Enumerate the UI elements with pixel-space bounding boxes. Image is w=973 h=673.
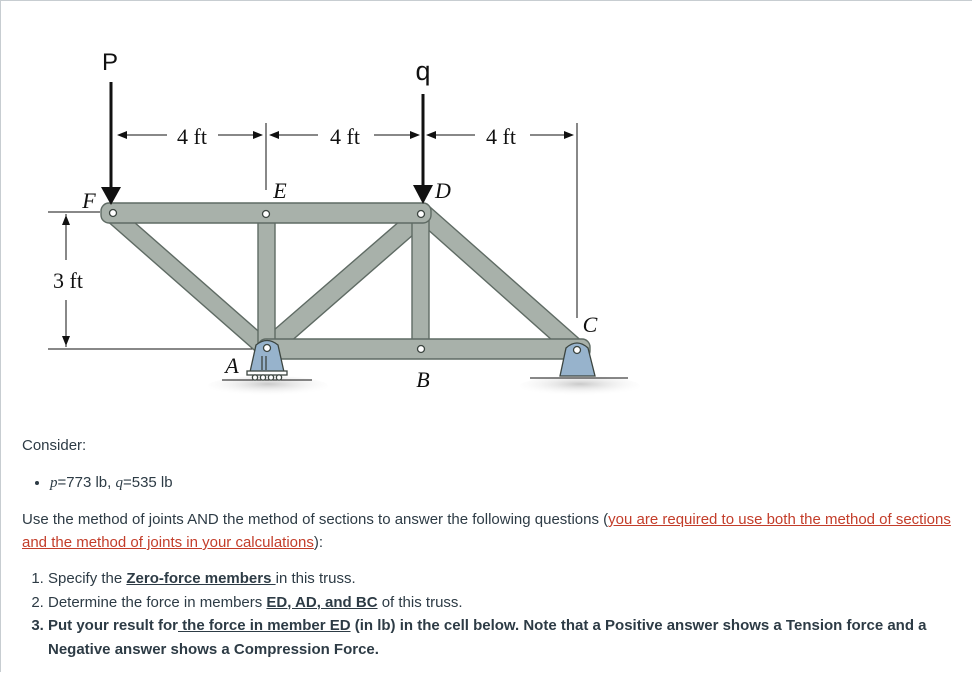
question-2 (48, 591, 968, 615)
joint-label-c: C (582, 312, 598, 337)
load-q-arrowhead (413, 185, 433, 204)
joint-label-b: B (416, 367, 430, 392)
q2-members: ED, AD, and BC (266, 593, 378, 611)
truss-members (101, 203, 590, 359)
pin-d (418, 211, 425, 218)
ground-a (208, 376, 328, 396)
given-values-item (50, 471, 173, 495)
q-value: =535 lb (122, 474, 173, 491)
member-ad (259, 207, 429, 357)
dim-label-3: 4 ft (486, 124, 516, 149)
joint-label-d: D (435, 178, 451, 203)
ground-c (520, 376, 640, 396)
question-1 (48, 567, 968, 591)
question-list (22, 567, 968, 661)
member-ea (258, 213, 275, 346)
member-fa (105, 207, 273, 356)
q1-zero-force: Zero-force members (126, 570, 276, 587)
q-variable: q (115, 475, 123, 491)
pin-f (110, 210, 117, 217)
member-db (412, 213, 429, 346)
member-dc (416, 207, 585, 357)
label-p: P (101, 49, 119, 76)
dim-label-height: 3 ft (53, 268, 83, 293)
instructions-text: Use the method of joints AND the method of sections to answer the following questions ( (22, 511, 609, 528)
q1-text-a: Specify the (48, 570, 127, 587)
dim-label-2: 4 ft (330, 124, 360, 149)
q2-text-a: Determine the force in members (48, 593, 267, 611)
q3-text-c: (in lb) in the cell below. Note that a Positive answer shows a Tension force and a Negative answer shows a Compression Force. (48, 617, 927, 658)
instructions-end: ): (313, 534, 324, 551)
joint-label-e: E (273, 178, 287, 203)
q3-member-ed: the force in member ED (178, 617, 351, 634)
pin-b (418, 346, 425, 353)
q2-text-c: of this truss. (377, 593, 463, 611)
p-variable: p (50, 475, 58, 491)
label-q: q (415, 56, 431, 86)
joint-label-f: F (82, 188, 96, 213)
requirement-link[interactable]: you are required to use both the method of sections and the method of joints in your calculations (22, 511, 951, 551)
q1-text-c: in this truss. (275, 570, 356, 587)
instructions-paragraph (22, 508, 962, 554)
consider-heading: Consider: (22, 437, 87, 454)
dim-label-1: 4 ft (177, 124, 207, 149)
pin-e (263, 211, 270, 218)
joint-label-a: A (225, 353, 239, 378)
q3-text-a: Put your result for (48, 617, 179, 634)
question-3 (48, 614, 968, 661)
p-value: =773 lb, (57, 474, 116, 491)
given-values-list (22, 471, 173, 495)
